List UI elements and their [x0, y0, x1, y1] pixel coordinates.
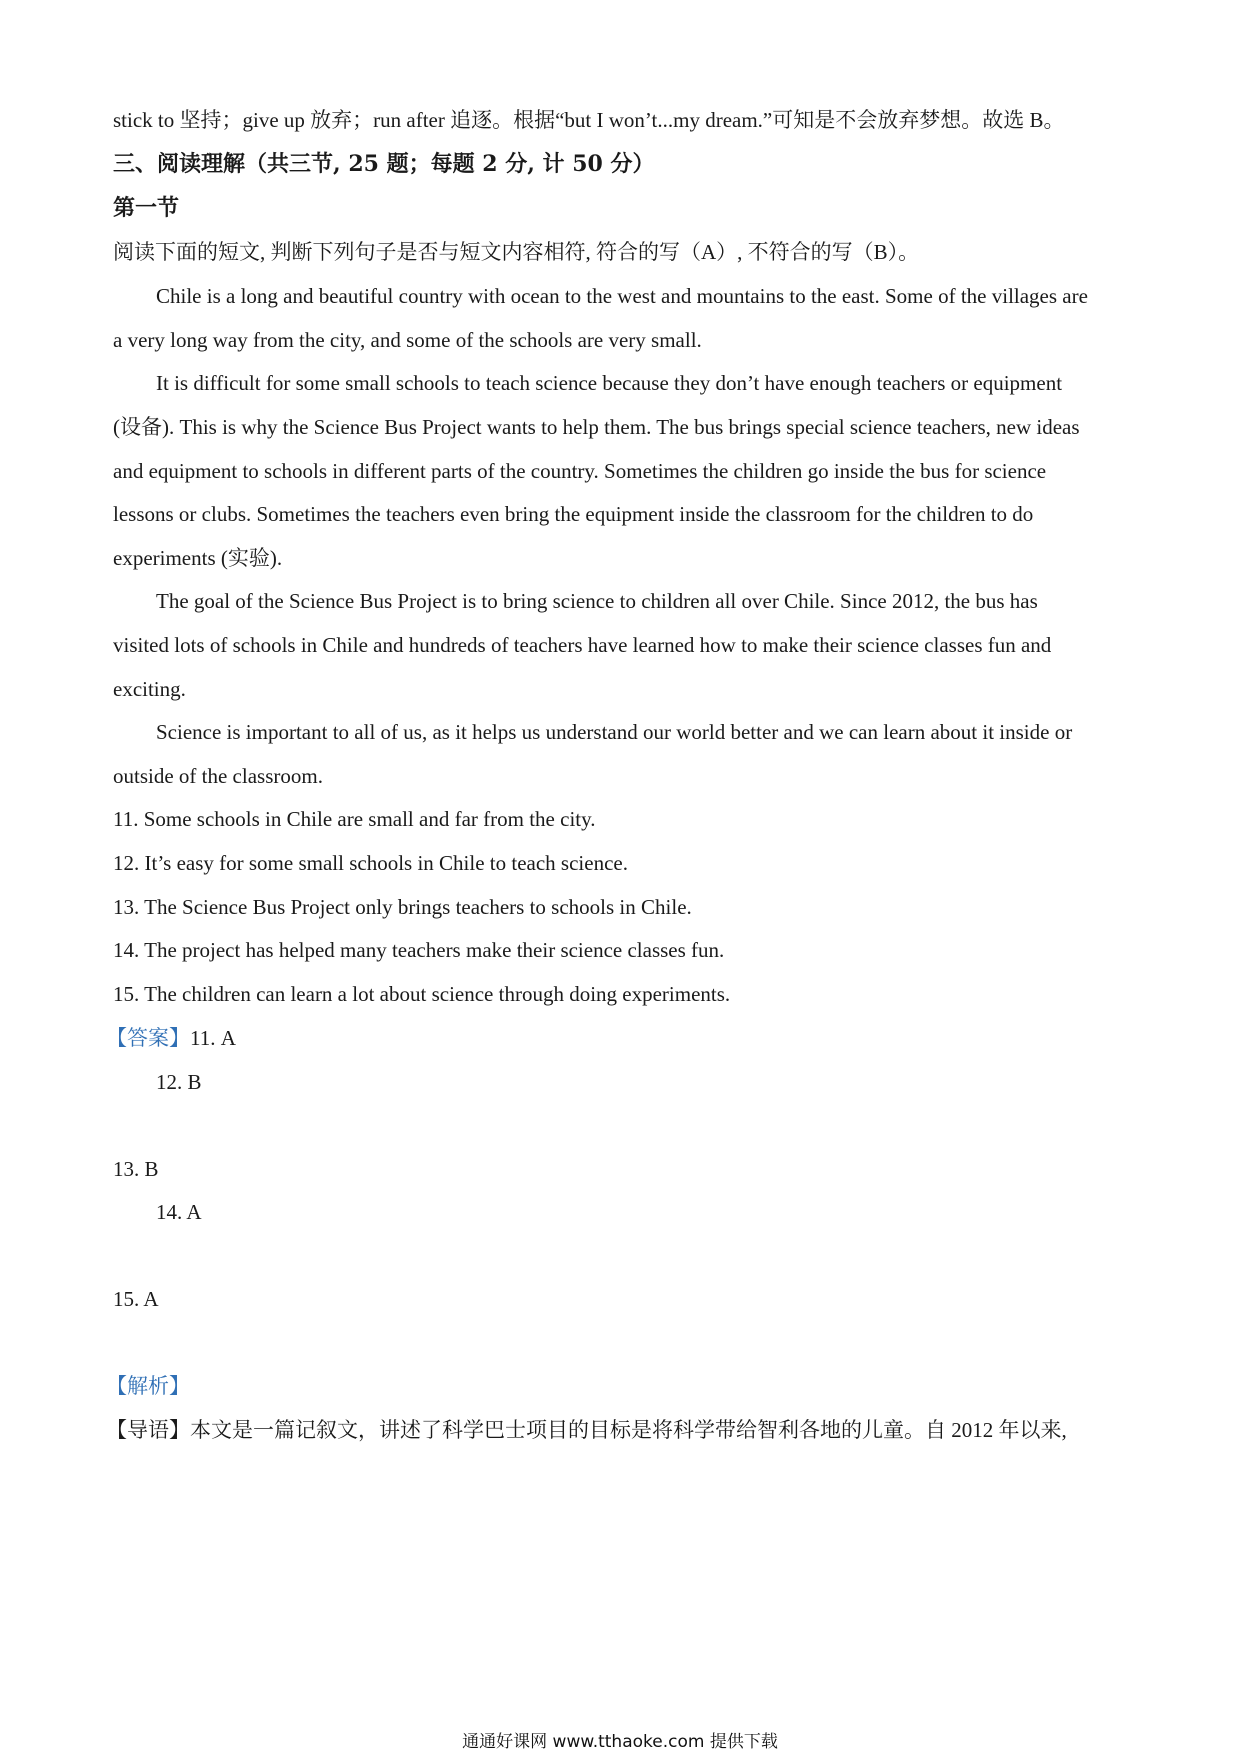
passage-line: a very long way from the city, and some of the schools are very small.: [113, 328, 702, 352]
passage-line: exciting.: [113, 677, 186, 701]
answer-item: 13. B: [113, 1157, 159, 1181]
passage-line: (设备). This is why the Science Bus Project wants to help them. The bus brings special science teachers, new ideas: [113, 415, 1080, 439]
question-item: 12. It’s easy for some small schools in Chile to teach science.: [113, 851, 628, 875]
answer-label: 【答案】: [106, 1026, 190, 1050]
passage-line: outside of the classroom.: [113, 764, 323, 788]
answer-item: 11. A: [190, 1026, 236, 1050]
passage-line: visited lots of schools in Chile and hundreds of teachers have learned how to make their science classes fun and: [113, 633, 1052, 657]
page-footer: 通通好课网 www.tthaoke.com 提供下载: [462, 1732, 778, 1752]
passage-line: lessons or clubs. Sometimes the teachers even bring the equipment inside the classroom for the children to do: [113, 502, 1034, 526]
answer-item: 14. A: [156, 1200, 202, 1224]
passage-line: and equipment to schools in different parts of the country. Sometimes the children go inside the bus for science: [113, 459, 1047, 483]
question-item: 13. The Science Bus Project only brings teachers to schools in Chile.: [113, 895, 692, 919]
passage-line: It is difficult for some small schools to teach science because they don’t have enough teachers or equipment: [156, 371, 1063, 395]
previous-answer-explanation: stick to 坚持；give up 放弃；run after 追逐。根据“but I won’t...my dream.”可知是不会放弃梦想。故选 B。: [113, 108, 1065, 132]
section-heading: 三、阅读理解（共三节, 25 题；每题 2 分, 计 50 分）: [113, 151, 655, 177]
instructions: 阅读下面的短文, 判断下列句子是否与短文内容相符, 符合的写（A）, 不符合的写（B）。: [113, 240, 920, 264]
passage-line: Science is important to all of us, as it helps us understand our world better and we can learn about it inside or: [156, 720, 1073, 744]
answer-item: 12. B: [156, 1070, 202, 1094]
passage-line: Chile is a long and beautiful country with ocean to the west and mountains to the east. Some of the villages are: [156, 284, 1088, 308]
question-item: 11. Some schools in Chile are small and far from the city.: [113, 807, 596, 831]
passage-line: experiments (实验).: [113, 546, 283, 570]
intro-label: 【导语】: [106, 1418, 190, 1442]
question-item: 14. The project has helped many teachers make their science classes fun.: [113, 938, 725, 962]
question-item: 15. The children can learn a lot about science through doing experiments.: [113, 982, 731, 1006]
analysis-label: 【解析】: [106, 1374, 190, 1398]
answer-item: 15. A: [113, 1287, 159, 1311]
intro-text: 本文是一篇记叙文，讲述了科学巴士项目的目标是将科学带给智利各地的儿童。自 2012 年以来,: [190, 1418, 1067, 1442]
intro-paragraph: [106, 1415, 1126, 1445]
passage-line: The goal of the Science Bus Project is to bring science to children all over Chile. Since 2012, the bus has: [156, 589, 1038, 613]
subsection-heading: 第一节: [113, 195, 180, 221]
answer-block: [106, 1023, 1126, 1053]
